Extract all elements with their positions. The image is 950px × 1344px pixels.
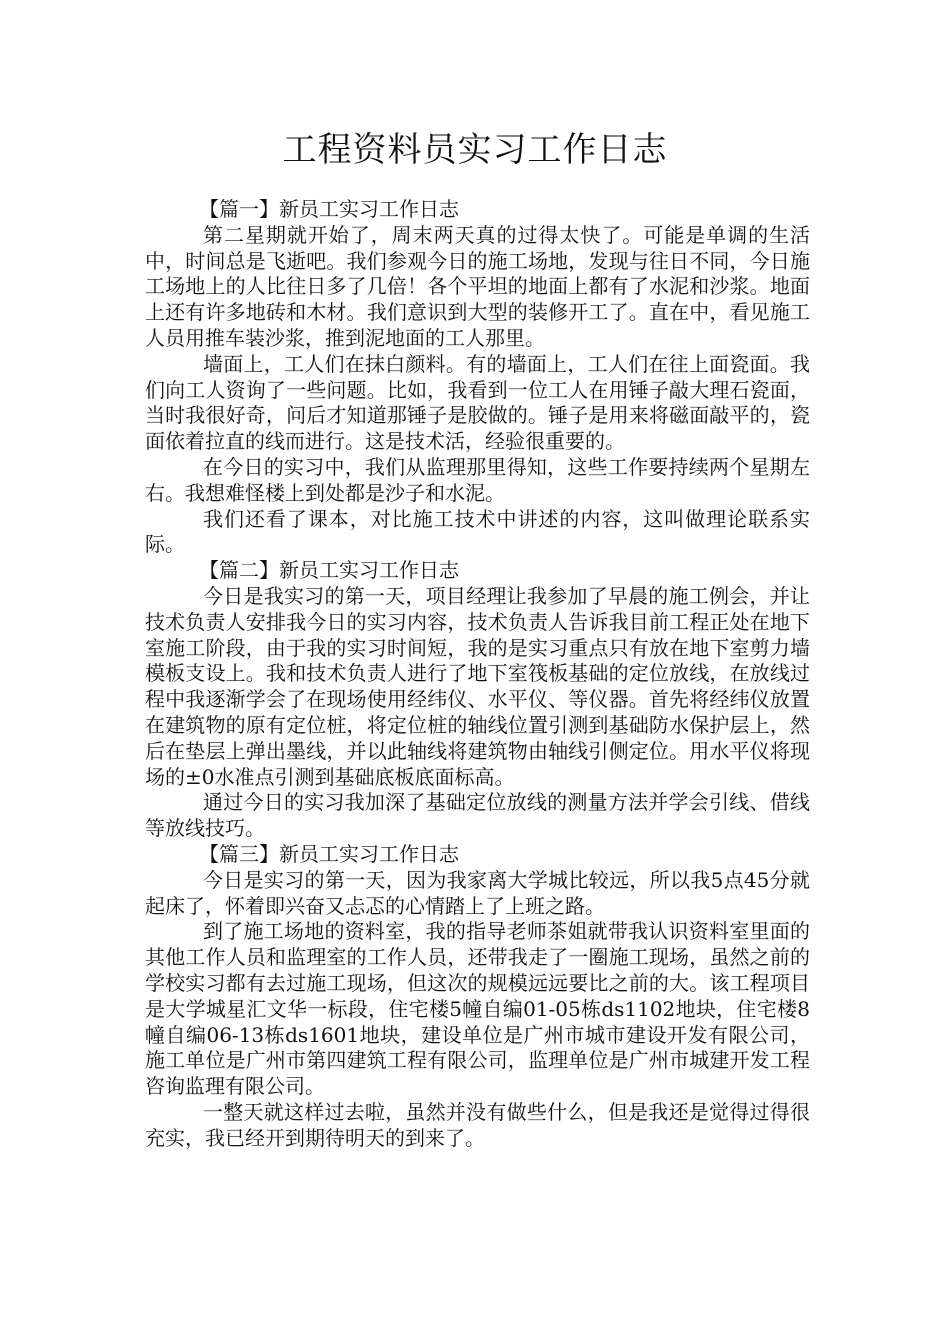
document-body — [145, 197, 810, 1151]
paragraph: 今日是实习的第一天，因为我家离大学城比较远，所以我5点45分就起床了，怀着即兴奋又忐忑的心情踏上了上班之路。 — [145, 867, 810, 918]
paragraph: 墙面上，工人们在抹白颜料。有的墙面上，工人们在往上面瓷面。我们向工人资询了一些问题。比如，我看到一位工人在用锤子敲大理石瓷面，当时我很好奇，问后才知道那锤子是胶做的。锤子是用来将磁面敲平的，瓷面依着拉直的线而进行。这是技术活，经验很重要的。 — [145, 351, 810, 454]
paragraph: 通过今日的实习我加深了基础定位放线的测量方法并学会引线、借线等放线技巧。 — [145, 790, 810, 841]
document-title: 工程资料员实习工作日志 — [282, 130, 668, 170]
section-heading: 【篇三】新员工实习工作日志 — [199, 841, 459, 866]
paragraph: 第二星期就开始了，周末两天真的过得太快了。可能是单调的生活中，时间总是飞逝吧。我们参观今日的施工场地，发现与往日不同，今日施工场地上的人比往日多了几倍！各个平坦的地面上都有了水泥和沙浆。地面上还有许多地砖和木材。我们意识到大型的装修开工了。直在中，看见施工人员用推车装沙浆，推到泥地面的工人那里。 — [145, 222, 810, 350]
paragraph: 到了施工场地的资料室，我的指导老师茶姐就带我认识资料室里面的其他工作人员和监理室的工作人员，还带我走了一圈施工现场，虽然之前的学校实习都有去过施工现场，但这次的规模远远要比之前的大。该工程项目是大学城星汇文华一标段，住宅楼5幢自编01-05栋ds1102地块，住宅楼8幢自编06-13栋ds1601地块，建设单位是广州市城市建设开发有限公司，施工单位是广州市第四建筑工程有限公司，监理单位是广州市城建开发工程咨询监理有限公司。 — [145, 919, 810, 1099]
paragraph: 今日是我实习的第一天，项目经理让我参加了早晨的施工例会，并让技术负责人安排我今日的实习内容，技术负责人告诉我目前工程正处在地下室施工阶段，由于我的实习时间短，我的是实习重点只有放在地下室剪力墙模板支设上。我和技术负责人进行了地下室筏板基础的定位放线，在放线过程中我逐渐学会了在现场使用经纬仪、水平仪、等仪器。首先将经纬仪放置在建筑物的原有定位桩，将定位桩的轴线位置引测到基础防水保护层上，然后在垫层上弹出墨线，并以此轴线将建筑物由轴线引侧定位。用水平仪将现场的±0水准点引测到基础底板底面标高。 — [145, 583, 810, 789]
paragraph: 一整天就这样过去啦，虽然并没有做些什么，但是我还是觉得过得很充实，我已经开到期待明天的到来了。 — [145, 1099, 810, 1150]
paragraph: 在今日的实习中，我们从监理那里得知，这些工作要持续两个星期左右。我想难怪楼上到处都是沙子和水泥。 — [145, 454, 810, 505]
paragraph: 我们还看了课本，对比施工技术中讲述的内容，这叫做理论联系实际。 — [145, 506, 810, 557]
section-heading: 【篇二】新员工实习工作日志 — [199, 558, 459, 583]
section-heading: 【篇一】新员工实习工作日志 — [199, 197, 459, 221]
